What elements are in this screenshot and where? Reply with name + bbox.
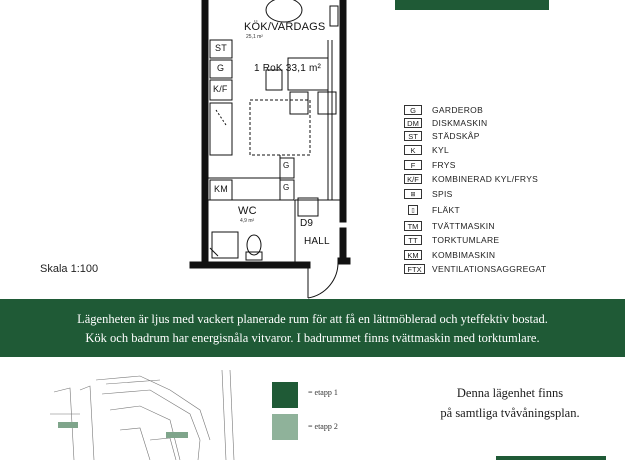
legend-label: KOMBINERAD KYL/FRYS xyxy=(432,174,539,184)
cabinet-kf-label: K/F xyxy=(213,84,228,94)
header-green-box xyxy=(395,0,549,10)
room-wc-label: WC xyxy=(238,205,257,217)
room-wc-area: 4,9 m² xyxy=(240,218,255,224)
legend-code: DM xyxy=(404,118,422,128)
legend-code: TT xyxy=(404,235,422,245)
legend-label: STÄDSKÅP xyxy=(432,131,480,141)
cabinet-g-label: G xyxy=(217,63,225,73)
legend-item xyxy=(404,130,480,142)
legend-item xyxy=(404,220,495,232)
floor-plan xyxy=(180,0,360,300)
description-band xyxy=(0,299,625,357)
legend-label: DISKMASKIN xyxy=(432,118,488,128)
legend-item xyxy=(404,173,538,185)
legend-item xyxy=(404,249,495,261)
etapp-1-swatch xyxy=(272,382,298,408)
legend-item xyxy=(404,234,499,246)
legend-item xyxy=(404,144,449,156)
fan-icon: ▯ xyxy=(408,205,418,215)
legend-label: KOMBIMASKIN xyxy=(432,250,496,260)
room-hall-label: HALL xyxy=(304,236,330,247)
room-kitchen-living-label: KÖK/VARDAGS xyxy=(244,21,326,33)
scale-label: Skala 1:100 xyxy=(40,263,99,275)
legend-code: ST xyxy=(404,131,422,141)
site-plan xyxy=(50,370,250,460)
legend-label: FRYS xyxy=(432,160,456,170)
room-kitchen-living-area: 25,1 m² xyxy=(246,34,263,40)
legend-item xyxy=(404,104,483,116)
legend-label: FLÄKT xyxy=(432,205,460,215)
cabinet-g3-label: G xyxy=(283,183,290,192)
legend-code: TM xyxy=(404,221,422,231)
etapp-2-label: = etapp 2 xyxy=(308,422,338,431)
floor-plan-drawing xyxy=(180,0,360,300)
legend-label: GARDEROB xyxy=(432,105,484,115)
legend-label: VENTILATIONSAGGREGAT xyxy=(432,264,547,274)
etapp-2-swatch xyxy=(272,414,298,440)
legend-item xyxy=(404,204,460,216)
legend-label: SPIS xyxy=(432,189,453,199)
legend-code: G xyxy=(404,105,422,115)
site-plan-drawing xyxy=(50,370,250,460)
legend-item xyxy=(404,159,456,171)
legend-code: KM xyxy=(404,250,422,260)
legend-code: K xyxy=(404,145,422,155)
etapp-1-label: = etapp 1 xyxy=(308,388,338,397)
legend-label: TVÄTTMASKIN xyxy=(432,221,495,231)
legend-item xyxy=(404,188,453,200)
cabinet-km-label: KM xyxy=(214,184,228,194)
cabinet-g2-label: G xyxy=(283,161,290,170)
description-line-1: Lägenheten är ljus med vackert planerade rum för att få en lättmöblerad och yteffektiv bostad. xyxy=(77,312,548,326)
description-line-2: Kök och badrum har energisnåla vitvaror. I badrummet finns tvättmaskin med torktumlare. xyxy=(85,331,540,345)
footer-green-bar xyxy=(496,456,606,460)
legend-label: TORKTUMLARE xyxy=(432,235,500,245)
legend-item xyxy=(404,117,487,129)
availability-line-1: Denna lägenhet finns xyxy=(456,386,564,400)
cabinet-st-label: ST xyxy=(215,43,227,53)
legend-label: KYL xyxy=(432,145,449,155)
availability-note xyxy=(420,383,600,423)
stove-icon: ⊞ xyxy=(404,189,422,199)
hall-code-label: D9 xyxy=(300,218,314,229)
apartment-summary-label: 1 RoK 33,1 m² xyxy=(254,63,322,74)
legend-code: FTX xyxy=(404,264,425,274)
legend-code: F xyxy=(404,160,422,170)
availability-line-2: på samtliga tvåvåningsplan. xyxy=(440,406,580,420)
legend-item xyxy=(404,263,546,275)
legend-code: K/F xyxy=(404,174,422,184)
